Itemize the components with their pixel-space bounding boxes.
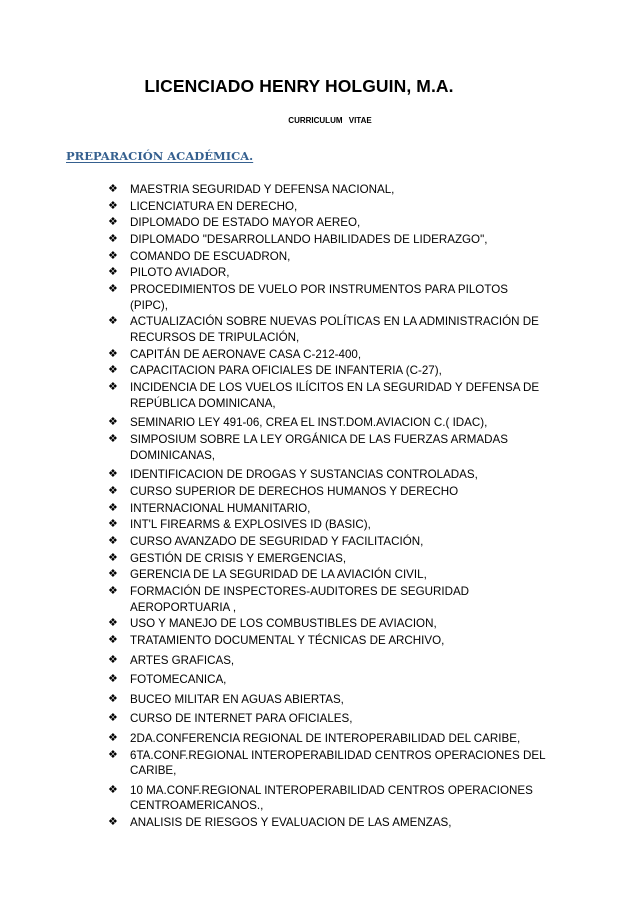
list-item: [108, 534, 548, 550]
list-item: [108, 347, 548, 363]
list-item: [108, 501, 548, 517]
page-title: LICENCIADO HENRY HOLGUIN, M.A.: [144, 76, 454, 96]
list-item: [108, 249, 548, 265]
list-item: [108, 467, 548, 483]
diamond-bullet-icon: ❖: [108, 673, 118, 686]
diamond-bullet-icon: ❖: [108, 783, 118, 796]
list-item: [108, 517, 548, 533]
list-item-text: GESTIÓN DE CRISIS Y EMERGENCIAS,: [130, 551, 347, 565]
list-item: [108, 415, 548, 431]
list-item-text: GERENCIA DE LA SEGURIDAD DE LA AVIACIÓN CIVIL,: [130, 568, 427, 582]
list-item-text: INTERNACIONAL HUMANITARIO,: [130, 501, 311, 515]
list-item: [108, 633, 548, 649]
diamond-bullet-icon: ❖: [108, 816, 118, 829]
list-item: [108, 314, 548, 345]
document-subtitle: CURRICULUM VITAE: [288, 116, 372, 125]
list-item: [108, 432, 548, 463]
list-item-text: 6TA.CONF.REGIONAL INTEROPERABILIDAD CENTROS OPERACIONES DEL CARIBE,: [130, 748, 546, 778]
diamond-bullet-icon: ❖: [108, 731, 118, 744]
list-item: [108, 711, 548, 727]
list-item-text: BUCEO MILITAR EN AGUAS ABIERTAS,: [130, 692, 344, 706]
academic-list: [108, 182, 548, 832]
list-item: [108, 567, 548, 583]
diamond-bullet-icon: ❖: [108, 432, 118, 445]
list-item: [108, 616, 548, 632]
list-item-text: FOTOMECANICA,: [130, 673, 227, 687]
diamond-bullet-icon: ❖: [108, 712, 118, 725]
list-item-text: DIPLOMADO "DESARROLLANDO HABILIDADES DE LIDERAZGO",: [130, 233, 488, 247]
diamond-bullet-icon: ❖: [108, 283, 118, 296]
diamond-bullet-icon: ❖: [108, 484, 118, 497]
list-item-text: CURSO DE INTERNET PARA OFICIALES,: [130, 712, 353, 726]
diamond-bullet-icon: ❖: [108, 266, 118, 279]
diamond-bullet-icon: ❖: [108, 183, 118, 195]
list-item: [108, 731, 548, 747]
diamond-bullet-icon: ❖: [108, 315, 118, 328]
diamond-bullet-icon: ❖: [108, 249, 118, 262]
list-item-text: COMANDO DE ESCUADRON,: [130, 249, 291, 263]
diamond-bullet-icon: ❖: [108, 534, 118, 547]
list-item: [108, 783, 548, 814]
diamond-bullet-icon: ❖: [108, 633, 118, 646]
section-heading-academic: PREPARACIÓN ACADÉMICA.: [66, 149, 254, 163]
list-item: [108, 232, 548, 248]
list-item-text: MAESTRIA SEGURIDAD Y DEFENSA NACIONAL,: [130, 183, 395, 196]
list-item-text: ARTES GRAFICAS,: [130, 653, 235, 667]
list-item: [108, 380, 548, 411]
diamond-bullet-icon: ❖: [108, 501, 118, 514]
list-item-text: IDENTIFICACION DE DROGAS Y SUSTANCIAS CONTROLADAS,: [130, 468, 478, 482]
diamond-bullet-icon: ❖: [108, 364, 118, 377]
list-item: [108, 484, 548, 500]
diamond-bullet-icon: ❖: [108, 468, 118, 481]
list-item-text: LICENCIATURA EN DERECHO,: [130, 199, 298, 213]
list-item-text: SIMPOSIUM SOBRE LA LEY ORGÁNICA DE LAS FUERZAS ARMADAS DOMINICANAS,: [130, 432, 508, 462]
diamond-bullet-icon: ❖: [108, 692, 118, 705]
diamond-bullet-icon: ❖: [108, 568, 118, 581]
diamond-bullet-icon: ❖: [108, 347, 118, 360]
list-item: [108, 363, 548, 379]
list-item-text: CURSO SUPERIOR DE DERECHOS HUMANOS Y DERECHO: [130, 484, 459, 498]
diamond-bullet-icon: ❖: [108, 653, 118, 666]
list-item: [108, 653, 548, 669]
diamond-bullet-icon: ❖: [108, 233, 118, 246]
diamond-bullet-icon: ❖: [108, 199, 118, 212]
diamond-bullet-icon: ❖: [108, 551, 118, 564]
diamond-bullet-icon: ❖: [108, 584, 118, 597]
list-item-text: INCIDENCIA DE LOS VUELOS ILÍCITOS EN LA SEGURIDAD Y DEFENSA DE REPÚBLICA DOMINICANA,: [130, 381, 540, 410]
list-item-text: TRATAMIENTO DOCUMENTAL Y TÉCNICAS DE ARCHIVO,: [130, 633, 445, 647]
list-item: [108, 215, 548, 231]
list-item: [108, 672, 548, 688]
list-item: [108, 748, 548, 779]
list-item-text: CURSO AVANZADO DE SEGURIDAD Y FACILITACIÓN,: [130, 534, 424, 548]
list-item: [108, 815, 548, 831]
diamond-bullet-icon: ❖: [108, 748, 118, 761]
diamond-bullet-icon: ❖: [108, 617, 118, 630]
list-item-text: ACTUALIZACIÓN SOBRE NUEVAS POLÍTICAS EN LA ADMINISTRACIÓN DE RECURSOS DE TRIPULACIÓN,: [130, 315, 539, 344]
list-item-text: PROCEDIMIENTOS DE VUELO POR INSTRUMENTOS PARA PILOTOS (PIPC),: [130, 283, 508, 312]
list-item: [108, 265, 548, 281]
diamond-bullet-icon: ❖: [108, 216, 118, 229]
list-item-text: 10 MA.CONF.REGIONAL INTEROPERABILIDAD CENTROS OPERACIONES CENTROAMERICANOS.,: [130, 783, 533, 813]
list-item-text: USO Y MANEJO DE LOS COMBUSTIBLES DE AVIACION,: [130, 617, 437, 631]
list-item-text: 2DA.CONFERENCIA REGIONAL DE INTEROPERABILIDAD DEL CARIBE,: [130, 731, 521, 745]
list-item-text: PILOTO AVIADOR,: [130, 266, 230, 280]
list-item-text: CAPACITACION PARA OFICIALES DE INFANTERIA (C-27),: [130, 364, 442, 378]
list-item-text: CAPITÁN DE AERONAVE CASA C-212-400,: [130, 347, 362, 361]
list-item: [108, 199, 548, 215]
diamond-bullet-icon: ❖: [108, 416, 118, 429]
list-item: [108, 282, 548, 313]
diamond-bullet-icon: ❖: [108, 381, 118, 394]
list-item-text: FORMACIÓN DE INSPECTORES-AUDITORES DE SEGURIDAD AEROPORTUARIA ,: [130, 584, 470, 614]
list-item-text: ANALISIS DE RIESGOS Y EVALUACION DE LAS AMENZAS,: [130, 816, 452, 830]
list-item: [108, 692, 548, 708]
list-item: [108, 551, 548, 567]
diamond-bullet-icon: ❖: [108, 518, 118, 531]
list-item-text: SEMINARIO LEY 491-06, CREA EL INST.DOM.AVIACION C.( IDAC),: [130, 416, 488, 430]
list-item-text: INT'L FIREARMS & EXPLOSIVES ID (BASIC),: [130, 518, 371, 532]
list-item: [108, 182, 548, 198]
list-item-text: DIPLOMADO DE ESTADO MAYOR AEREO,: [130, 216, 361, 230]
list-item: [108, 584, 548, 615]
